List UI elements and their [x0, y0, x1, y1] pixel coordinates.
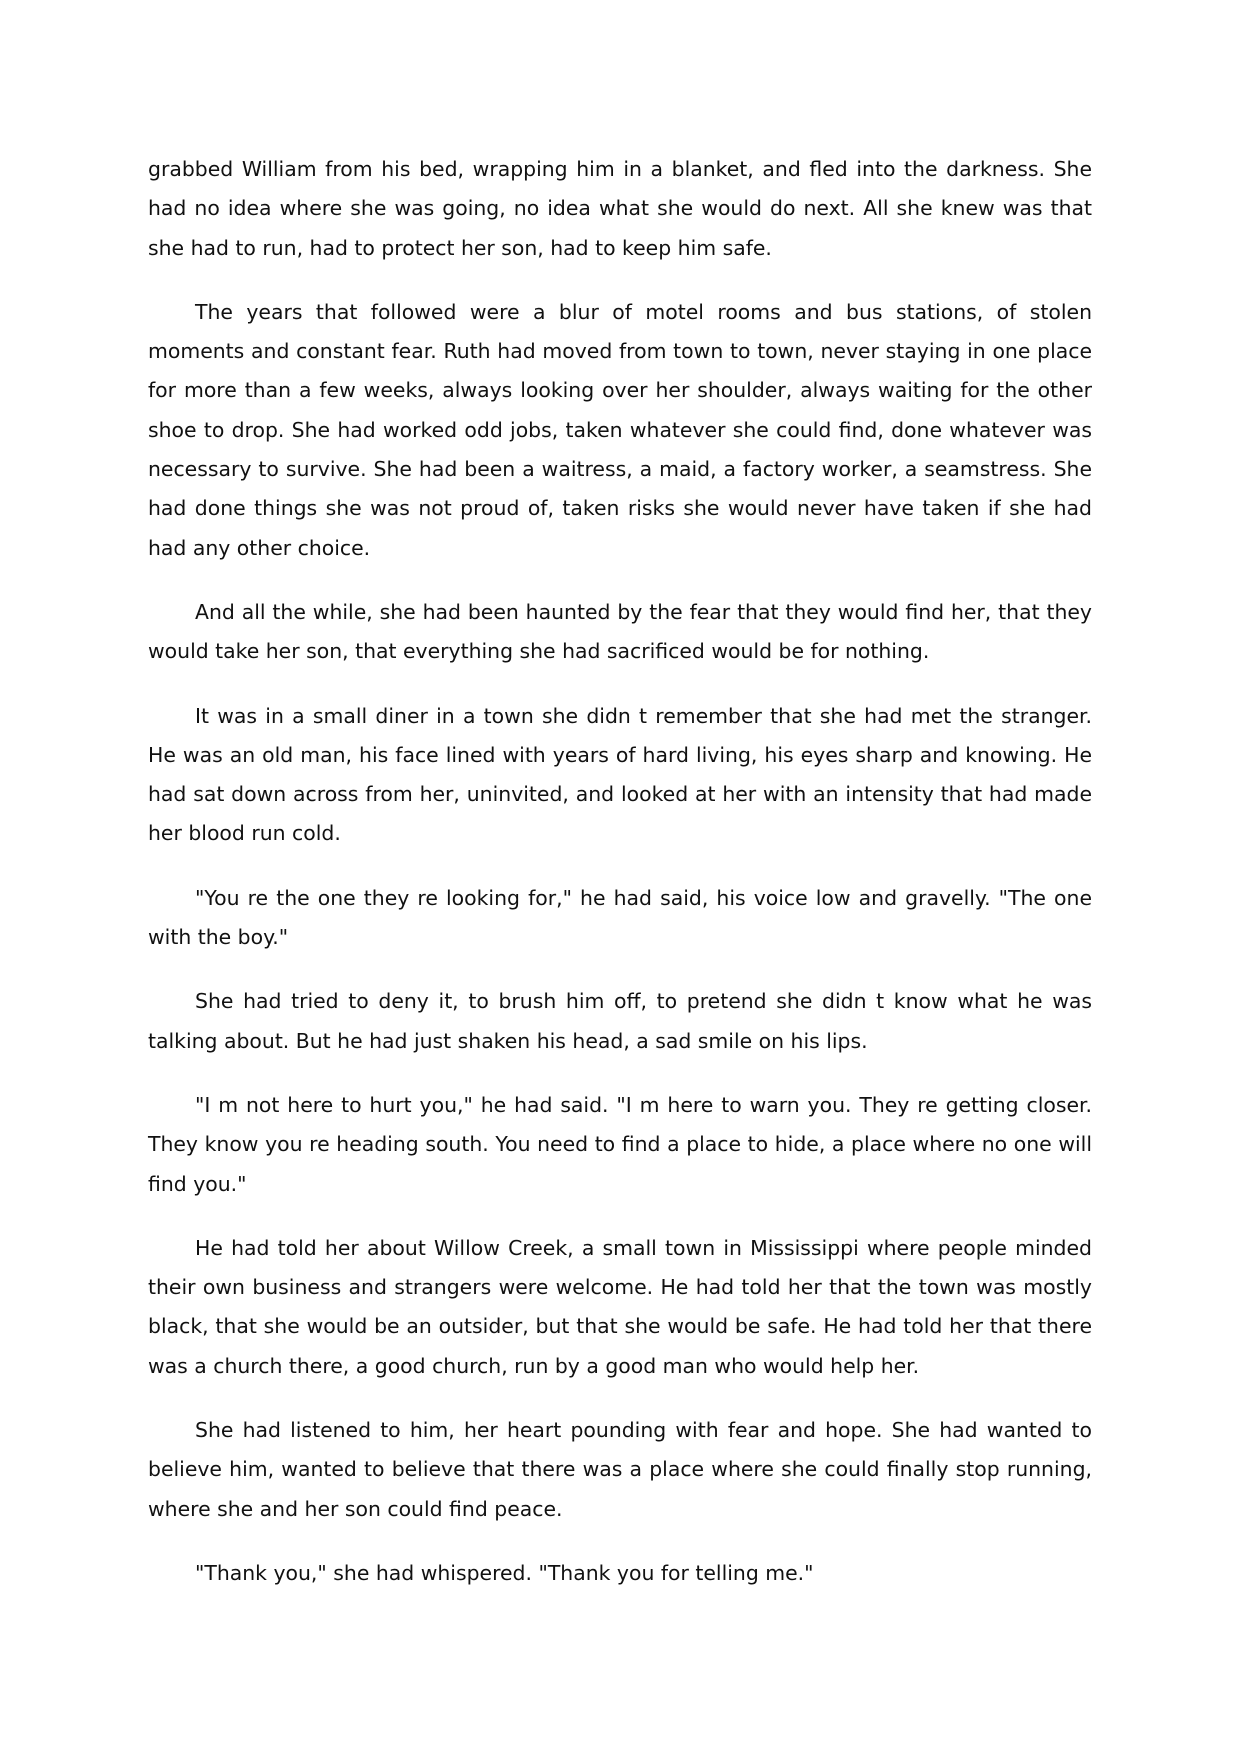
paragraph: "I m not here to hurt you," he had said. "I m here to warn you. They re getting closer. They know you re heading south. You need to find a place to hide, a place where no one will find you." — [148, 1092, 1092, 1196]
paragraph: He had told her about Willow Creek, a small town in Mississippi where people minded their own business and strangers were welcome. He had told her that the town was mostly black, that she would be an outsider, but that she would be safe. He had told her that there was a church there, a good church, run by a good man who would help her. — [148, 1235, 1092, 1378]
paragraph: It was in a small diner in a town she didn t remember that she had met the stranger. He was an old man, his face lined with years of hard living, his eyes sharp and knowing. He had sat down across from her, uninvited, and looked at her with an intensity that had made her blood run cold. — [148, 703, 1092, 846]
paragraph: The years that followed were a blur of motel rooms and bus stations, of stolen moments and constant fear. Ruth had moved from town to town, never staying in one place for more than a few weeks, always looking over her shoulder, always waiting for the other shoe to drop. She had worked odd jobs, taken whatever she could find, done whatever was necessary to survive. She had been a waitress, a maid, a factory worker, a seamstress. She had done things she was not proud of, taken risks she would never have taken if she had had any other choice. — [148, 299, 1092, 560]
paragraph: grabbed William from his bed, wrapping him in a blanket, and fled into the darkness. She had no idea where she was going, no idea what she would do next. All she knew was that she had to run, had to protect her son, had to keep him safe. — [148, 157, 1092, 260]
paragraph: She had listened to him, her heart pounding with fear and hope. She had wanted to believe him, wanted to believe that there was a place where she could finally stop running, where she and her son could find peace. — [148, 1418, 1092, 1521]
paragraph: "Thank you," she had whispered. "Thank you for telling me." — [195, 1560, 814, 1585]
body-text — [148, 150, 1092, 1618]
paragraph: She had tried to deny it, to brush him off, to pretend she didn t know what he was talking about. But he had just shaken his head, a sad smile on his lips. — [148, 989, 1092, 1053]
paragraph: And all the while, she had been haunted by the fear that they would find her, that they would take her son, that everything she had sacrificed would be for nothing. — [148, 599, 1092, 664]
paragraph: "You re the one they re looking for," he had said, his voice low and gravelly. "The one with the boy." — [148, 885, 1092, 950]
